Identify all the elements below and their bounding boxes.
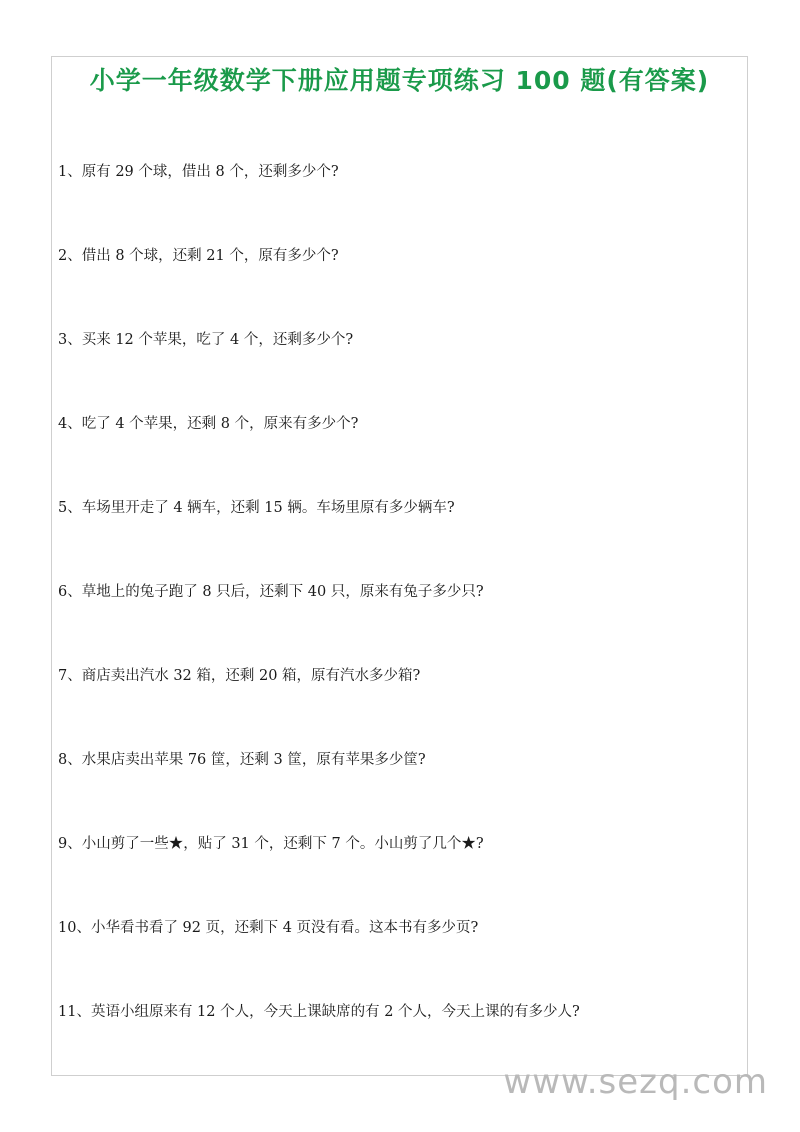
question-item: 4、吃了 4 个苹果，还剩 8 个，原来有多少个? (58, 416, 359, 432)
question-list (58, 162, 738, 1086)
question-item: 7、商店卖出汽水 32 箱，还剩 20 箱，原有汽水多少箱? (58, 668, 421, 684)
question-item: 2、借出 8 个球，还剩 21 个，原有多少个? (58, 248, 339, 264)
question-item: 9、小山剪了一些★，贴了 31 个，还剩下 7 个。小山剪了几个★? (58, 836, 484, 852)
question-item: 11、英语小组原来有 12 个人，今天上课缺席的有 2 个人，今天上课的有多少人? (58, 1004, 580, 1020)
worksheet-page (51, 56, 748, 1076)
watermark-text: www.sezq.com (503, 1062, 768, 1102)
document-title: 小学一年级数学下册应用题专项练习 100 题(有答案) (89, 66, 710, 95)
question-item: 10、小华看书看了 92 页，还剩下 4 页没有看。这本书有多少页? (58, 920, 479, 936)
question-item: 5、车场里开走了 4 辆车，还剩 15 辆。车场里原有多少辆车? (58, 500, 455, 516)
question-item: 6、草地上的兔子跑了 8 只后，还剩下 40 只，原来有兔子多少只? (58, 584, 484, 600)
question-item: 8、水果店卖出苹果 76 筐，还剩 3 筐，原有苹果多少筐? (58, 752, 426, 768)
question-item: 1、原有 29 个球，借出 8 个，还剩多少个? (58, 164, 339, 180)
question-item: 3、买来 12 个苹果，吃了 4 个，还剩多少个? (58, 332, 354, 348)
